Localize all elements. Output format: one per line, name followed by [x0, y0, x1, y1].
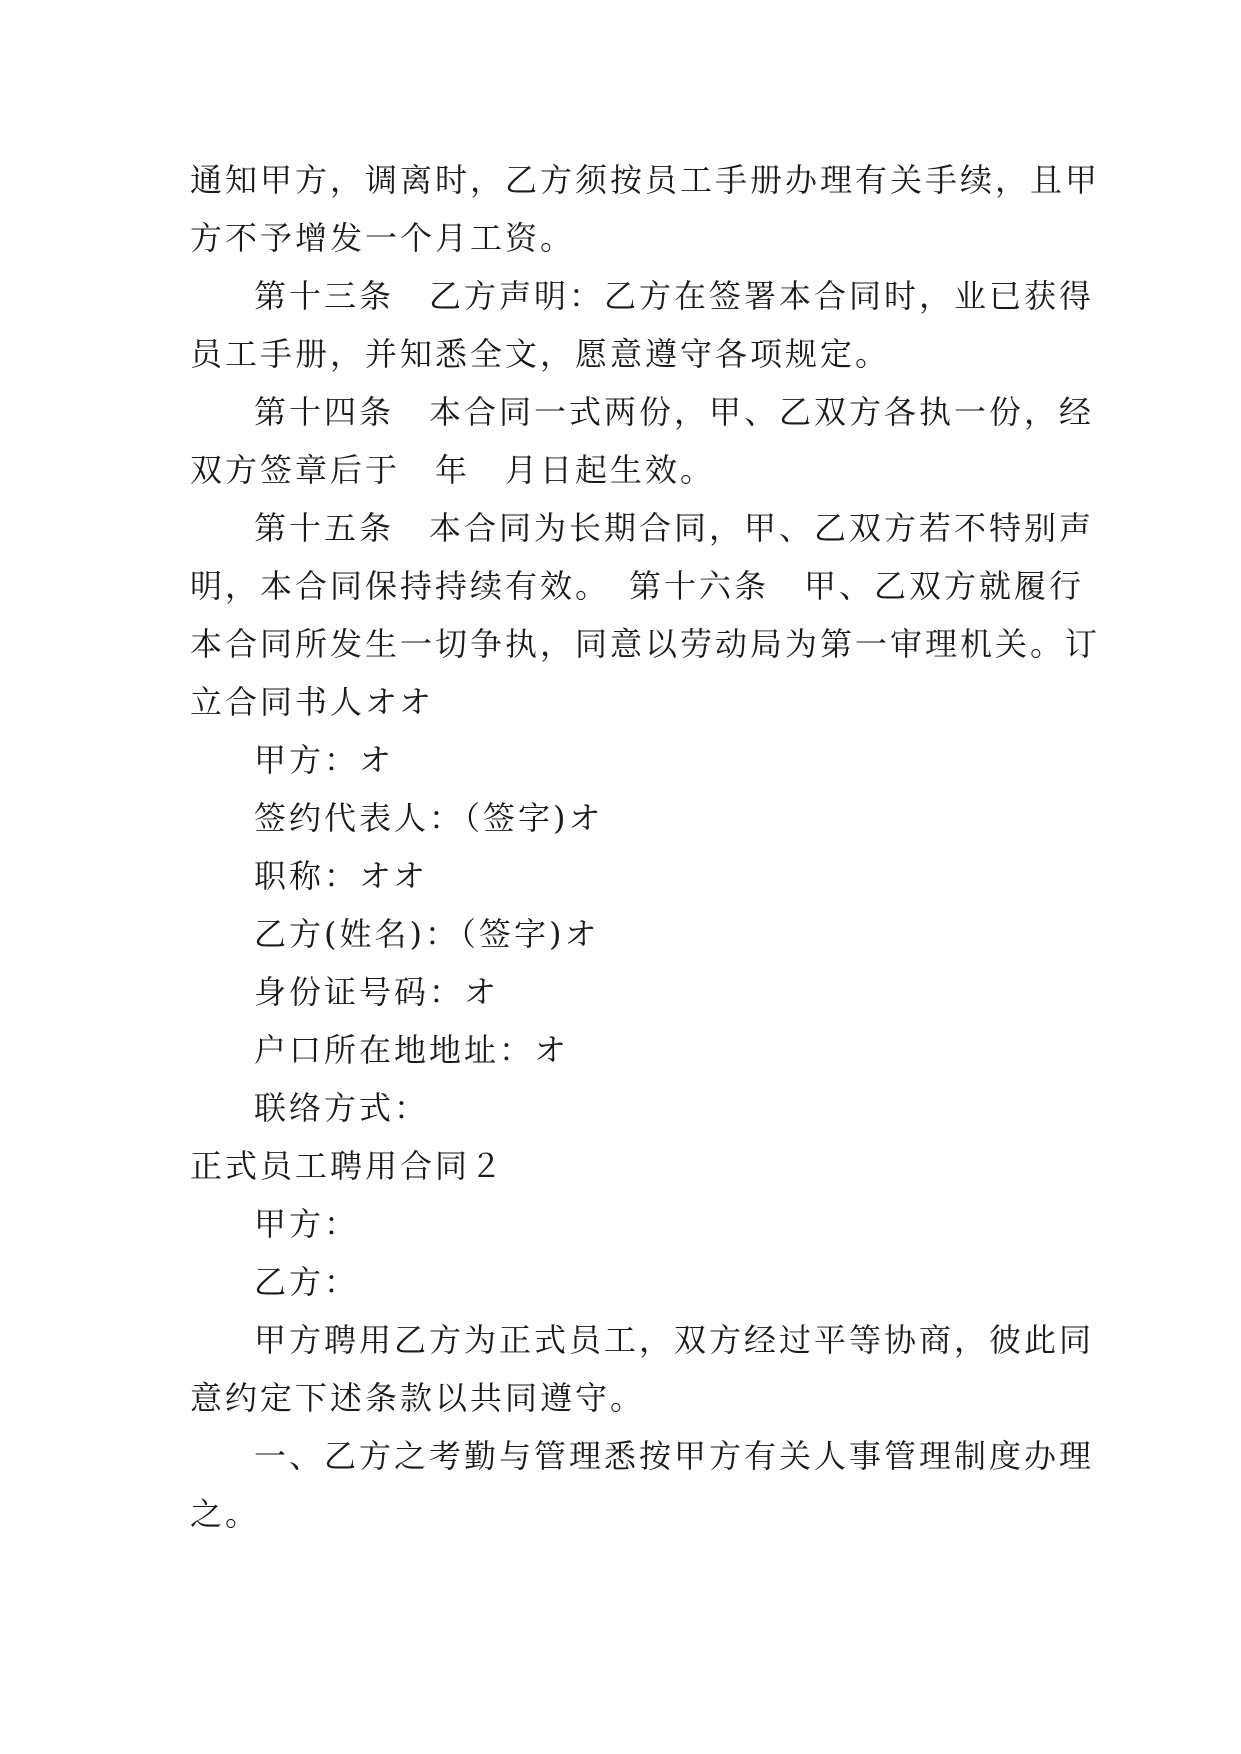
- text-line: 明，本合同保持持续有效。 第十六条 甲、乙双方就履行: [190, 567, 1085, 605]
- id-number-label: 身份证号码：オ: [254, 973, 500, 1011]
- article-15-line: 第十五条 本合同为长期合同，甲、乙双方若不特别声: [254, 509, 1095, 547]
- text-line: 通知甲方，调离时，乙方须按员工手册办理有关手续，且甲: [190, 161, 1101, 199]
- text-line: 双方签章后于 年 月日起生效。: [190, 451, 716, 489]
- clause-1-line: 一、乙方之考勤与管理悉按甲方有关人事管理制度办理: [254, 1437, 1095, 1475]
- article-14-line: 第十四条 本合同一式两份，甲、乙双方各执一份，经: [254, 393, 1095, 431]
- section-title: 正式员工聘用合同２: [190, 1147, 506, 1185]
- text-line: 意约定下述条款以共同遵守。: [190, 1379, 646, 1417]
- text-line: 方不予增发一个月工资。: [190, 219, 576, 257]
- document-body: [190, 151, 1101, 1543]
- representative-label: 签约代表人：（签字)オ: [254, 799, 604, 837]
- text-line: 之。: [190, 1495, 261, 1533]
- party-a-label: 甲方：オ: [254, 741, 395, 779]
- text-line: 员工手册，并知悉全文，愿意遵守各项规定。: [190, 335, 891, 373]
- party-a-label: 甲方：: [254, 1205, 360, 1243]
- party-b-label: 乙方：: [254, 1263, 360, 1301]
- text-line: 甲方聘用乙方为正式员工，双方经过平等协商，彼此同: [254, 1321, 1095, 1359]
- party-b-name-label: 乙方(姓名)：（签字)オ: [254, 915, 600, 953]
- text-line: 立合同书人オオ: [190, 683, 435, 721]
- article-13-line: 第十三条 乙方声明：乙方在签署本合同时，业已获得: [254, 277, 1095, 315]
- text-line: 本合同所发生一切争执，同意以劳动局为第一审理机关。订: [190, 625, 1101, 663]
- household-address-label: 户口所在地地址：オ: [254, 1031, 570, 1069]
- title-label: 职称：オオ: [254, 857, 429, 895]
- contact-label: 联络方式：: [254, 1089, 430, 1127]
